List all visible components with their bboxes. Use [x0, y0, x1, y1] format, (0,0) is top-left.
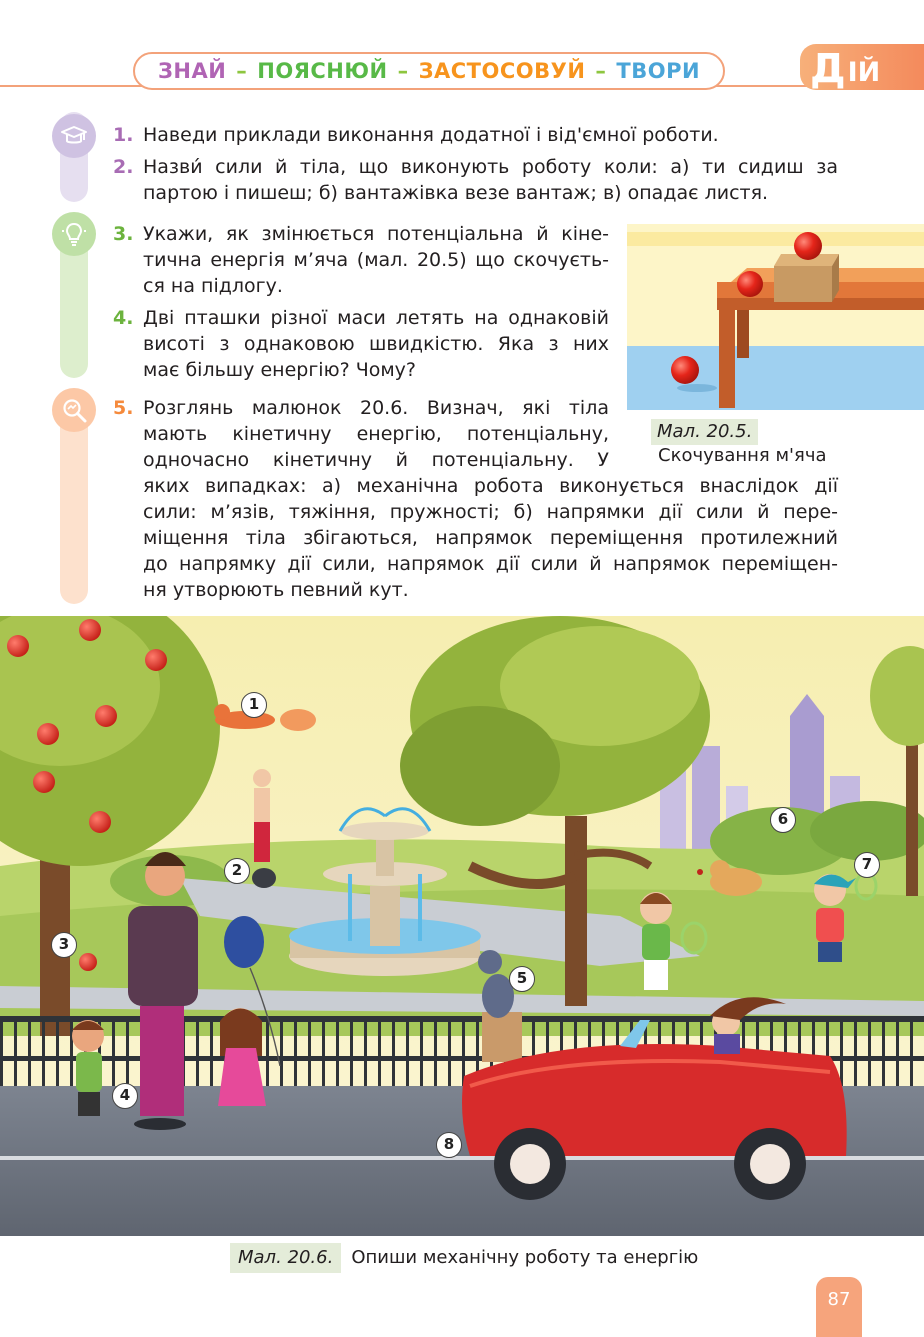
question-line: Назви́ сили й тіла, що виконують роботу коли: а) ти сидиш за — [143, 156, 838, 178]
header-dash: – — [595, 59, 607, 83]
question-line: яких випадках: а) механічна робота виконується внаслідок дії — [143, 475, 838, 497]
header-dash: – — [397, 59, 409, 83]
question-1 — [143, 122, 838, 148]
question-2 — [143, 154, 838, 206]
figure-marker: 6 — [770, 807, 796, 833]
figure-marker: 1 — [241, 692, 267, 718]
figure-20-5-label: Мал. 20.5. — [651, 419, 758, 445]
figure-20-5-caption: Скочування м'яча — [658, 445, 827, 466]
question-5-bottom — [143, 473, 838, 603]
question-line: міщення тіла збігаються, напрямок переміщення протилежний — [143, 527, 838, 549]
graduation-cap-icon — [52, 114, 96, 158]
question-number: 3. — [113, 223, 134, 245]
figure-20-6-caption-block — [230, 1243, 698, 1273]
section-title-initial: Д — [810, 46, 846, 92]
figure-20-6-caption: Опиши механічну роботу та енергію — [351, 1247, 699, 1268]
question-line: тична енергія м’яча (мал. 20.5) що скочуєть- — [143, 249, 609, 271]
header-dash: – — [236, 59, 248, 83]
question-line: мають кінетичну енергію, потенціальну, — [143, 423, 609, 445]
figure-20-5-illustration — [627, 224, 924, 410]
lightbulb-icon — [52, 212, 96, 256]
question-5-top — [143, 395, 609, 473]
section-title — [810, 42, 880, 92]
magnifier-icon — [52, 388, 96, 432]
question-number: 4. — [113, 307, 134, 329]
question-number: 5. — [113, 397, 134, 419]
question-line: ня утворюють певний кут. — [143, 579, 409, 601]
figure-20-6-label: Мал. 20.6. — [230, 1243, 341, 1273]
figure-marker: 3 — [51, 932, 77, 958]
figure-marker: 7 — [854, 852, 880, 878]
header-word-znai: ЗНАЙ — [157, 59, 227, 83]
figure-20-6-illustration — [0, 616, 924, 1236]
figure-marker: 4 — [112, 1083, 138, 1109]
question-line: до напрямку дії сили, напрямок дії сили й напрямок переміщен- — [143, 553, 838, 575]
question-line: одночасно кінетичну й потенціальну. У — [143, 449, 609, 471]
question-number: 1. — [113, 124, 134, 146]
question-line: висоті з однаковою швидкістю. Яка з них — [143, 333, 609, 355]
question-line: ся на підлогу. — [143, 275, 283, 297]
question-line: Розглянь малюнок 20.6. Визнач, які тіла — [143, 397, 609, 419]
header-word-poiasniui: ПОЯСНЮЙ — [257, 59, 388, 83]
question-line: партою і пишеш; б) вантажівка везе вантаж; в) опадає листя. — [143, 182, 769, 204]
question-line: має більшу енергію? Чому? — [143, 359, 417, 381]
question-line: сили: м’язів, тяжіння, пружності; б) напрямки дії сили й пере- — [143, 501, 838, 523]
question-line: Наведи приклади виконання додатної і від'ємної роботи. — [143, 124, 719, 146]
figure-marker: 5 — [509, 966, 535, 992]
figure-marker: 2 — [224, 858, 250, 884]
question-number: 2. — [113, 156, 134, 178]
figure-marker: 8 — [436, 1132, 462, 1158]
question-line: Дві пташки різної маси летять на однаковій — [143, 307, 609, 329]
header-banner — [133, 52, 725, 90]
question-3 — [143, 221, 609, 299]
page-number: 87 — [816, 1277, 862, 1337]
question-4 — [143, 305, 609, 383]
section-title-rest: ІЙ — [847, 57, 881, 88]
header-word-zastosovui: ЗАСТОСОВУЙ — [418, 59, 586, 83]
question-line: Укажи, як змінюється потенціальна й кіне- — [143, 223, 609, 245]
header-word-tvory: ТВОРИ — [616, 59, 701, 83]
